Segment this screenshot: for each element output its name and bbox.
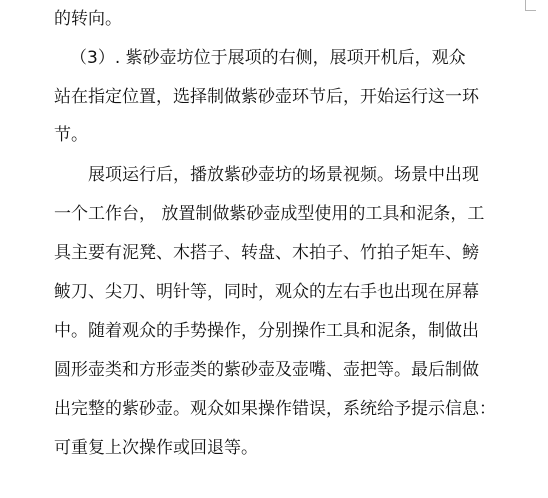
text-line-1: 的转向。 — [54, 9, 122, 29]
text-line-5: 展项运行后，播放紫砂壶坊的场景视频。场景中出现 — [88, 165, 479, 185]
text-line-11: 出完整的紫砂壶。观众如果操作错误，系统给予提示信息： — [54, 399, 496, 419]
text-line-6: 一个工作台， 放置制做紫砂壶成型使用的工具和泥条，工 — [54, 204, 485, 224]
text-line-7: 具主要有泥凳、木搭子、转盘、木拍子、竹拍子矩车、鳑 — [54, 243, 479, 263]
text-line-9: 中。随着观众的手势操作，分别操作工具和泥条，制做出 — [54, 321, 479, 341]
text-line-4: 节。 — [54, 125, 88, 145]
text-line-3: 站在指定位置，选择制做紫砂壶环节后，开始运行这一环 — [54, 87, 479, 107]
text-line-12: 可重复上次操作或回退等。 — [54, 438, 258, 458]
page-corner-mark — [525, 0, 536, 11]
text-line-8: 鲏刀、尖刀、明针等，同时，观众的左右手也出现在屏幕 — [54, 282, 479, 302]
text-line-2: （3）. 紫砂壶坊位于展项的右侧，展项开机后，观众 — [70, 48, 466, 68]
text-line-10: 圆形壶类和方形壶类的紫砂壶及壶嘴、壶把等。最后制做 — [54, 360, 479, 380]
